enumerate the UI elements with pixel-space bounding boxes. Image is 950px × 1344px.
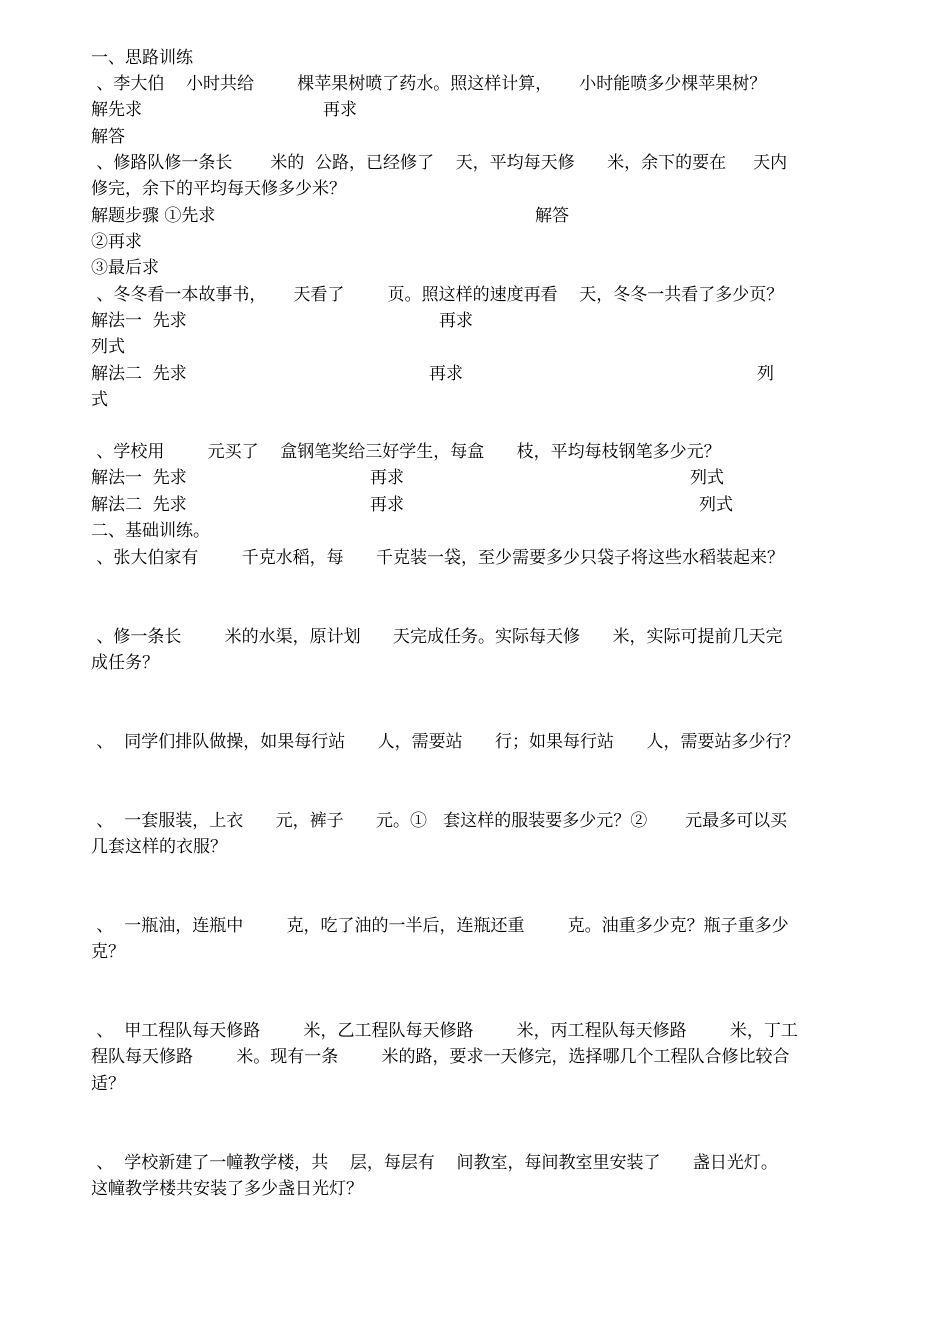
- problem-4-method-1-first: 解法一 先求: [91, 468, 187, 488]
- problem-3-method-1-first: 解法一 先求: [91, 311, 187, 331]
- problem-3-text: 、冬冬看一本故事书， 天看了 页。照这样的速度再看 天，冬冬一共看了多少页？: [91, 285, 784, 305]
- problem-1-first-step: 解先求: [91, 100, 142, 120]
- problem-3-method-1-second: 再求: [439, 311, 473, 331]
- problem-4-method-1-formula: 列式: [690, 468, 724, 488]
- problem-2-step-3: ③最后求: [91, 258, 159, 278]
- section-heading-thinking: 一、思路训练: [91, 48, 193, 68]
- problem-2-answer: 解答: [535, 206, 569, 226]
- problem-4-text: 、学校用 元买了 盒钢笔奖给三好学生，每盒 枝，平均每枝钢笔多少元？: [91, 442, 721, 462]
- basic-problem-5-line-2: 克？: [91, 942, 125, 962]
- problem-2-text-line-2: 修完，余下的平均每天修多少米？: [91, 179, 346, 199]
- problem-1-second-step: 再求: [323, 100, 357, 120]
- problem-3-method-1-formula: 列式: [91, 337, 125, 357]
- problem-4-method-2-formula: 列式: [699, 495, 733, 515]
- basic-problem-6-line-3: 适？: [91, 1074, 125, 1094]
- problem-3-method-2-formula-b: 式: [91, 390, 108, 410]
- problem-4-method-1-second: 再求: [370, 468, 404, 488]
- basic-problem-2-line-1: 、修一条长 米的水渠，原计划 天完成任务。实际每天修 米，实际可提前几天完: [91, 627, 783, 647]
- problem-3-method-2-formula-a: 列: [757, 364, 774, 384]
- basic-problem-6-line-2: 程队每天修路 米。现有一条 米的路，要求一天修完，选择哪几个工程队合修比较合: [91, 1047, 790, 1067]
- basic-problem-7-line-2: 这幢教学楼共安装了多少盏日光灯？: [91, 1179, 363, 1199]
- basic-problem-3: 、 同学们排队做操，如果每行站 人，需要站 行；如果每行站 人，需要站多少行？: [91, 732, 800, 752]
- basic-problem-5-line-1: 、 一瓶油，连瓶中 克，吃了油的一半后，连瓶还重 克。油重多少克？瓶子重多少: [91, 916, 789, 936]
- basic-problem-1: 、张大伯家有 千克水稻，每 千克装一袋，至少需要多少只袋子将这些水稻装起来？: [91, 548, 785, 568]
- basic-problem-4-line-2: 几套这样的衣服？: [91, 837, 227, 857]
- problem-3-method-2-first: 解法二 先求: [91, 364, 187, 384]
- problem-2-step-2: ②再求: [91, 232, 142, 252]
- problem-4-method-2-second: 再求: [370, 495, 404, 515]
- basic-problem-2-line-2: 成任务？: [91, 653, 159, 673]
- problem-1-answer: 解答: [91, 127, 125, 147]
- section-heading-basic: 二、基础训练。: [91, 521, 210, 541]
- basic-problem-7-line-1: 、 学校新建了一幢教学楼，共 层，每层有 间教室，每间教室里安装了 盏日光灯。: [91, 1153, 778, 1173]
- basic-problem-6-line-1: 、 甲工程队每天修路 米，乙工程队每天修路 米，丙工程队每天修路 米，丁工: [91, 1021, 798, 1041]
- problem-1-text: 、李大伯 小时共给 棵苹果树喷了药水。照这样计算， 小时能喷多少棵苹果树？: [91, 74, 767, 94]
- basic-problem-4-line-1: 、 一套服装，上衣 元，裤子 元。① 套这样的服装要多少元？② 元最多可以买: [91, 811, 788, 831]
- problem-4-method-2-first: 解法二 先求: [91, 495, 187, 515]
- problem-2-text-line-1: 、修路队修一条长 米的 公路，已经修了 天，平均每天修 米，余下的要在 天内: [91, 153, 788, 173]
- problem-3-method-2-second: 再求: [429, 364, 463, 384]
- problem-2-step-1: 解题步骤 ①先求: [91, 206, 216, 226]
